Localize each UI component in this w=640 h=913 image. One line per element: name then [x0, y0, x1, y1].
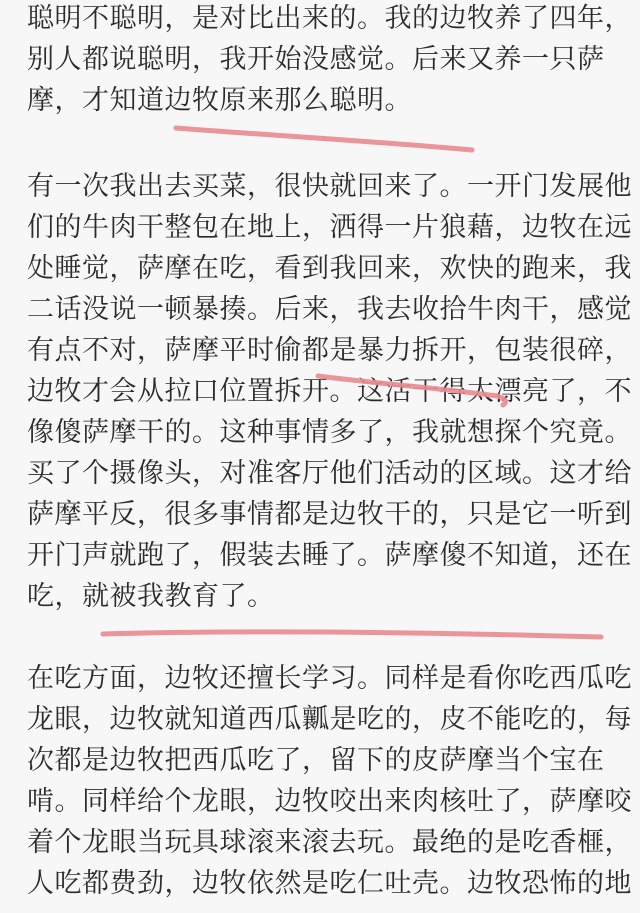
text-line: 啃。同样给个龙眼，边牧咬出来肉核吐了，萨摩咬: [27, 786, 632, 817]
paragraph-2: [27, 166, 632, 617]
text-line: 龙眼，边牧就知道西瓜瓤是吃的，皮不能吃的，每: [27, 704, 632, 735]
text-line: 着个龙眼当玩具球滚来滚去玩。最绝的是吃香榧，: [27, 827, 632, 858]
text-line: 人吃都费劲，边牧依然是吃仁吐壳。边牧恐怖的地: [27, 868, 632, 899]
text-line: 在吃方面，边牧还擅长学习。同样是看你吃西瓜吃: [27, 663, 632, 694]
text-line: 二话没说一顿暴揍。后来，我去收拾牛肉干，感觉: [27, 294, 632, 325]
text-line: 们的牛肉干整包在地上，洒得一片狼藉，边牧在远: [27, 212, 632, 243]
text-line: 处睡觉，萨摩在吃，看到我回来，欢快的跑来，我: [27, 253, 632, 284]
text-line: 边牧才会从拉口位置拆开。这活干得太漂亮了，不: [27, 376, 632, 407]
paragraph-3: [27, 658, 632, 904]
text-line: 摩，才知道边牧原来那么聪明。: [27, 85, 412, 116]
highlight-stroke-3: [103, 632, 601, 637]
text-line: 聪明不聪明，是对比出来的。我的边牧养了四年，: [27, 3, 632, 34]
text-line: 次都是边牧把西瓜吃了，留下的皮萨摩当个宝在: [27, 745, 605, 776]
text-line: 像傻萨摩干的。这种事情多了，我就想探个究竟。: [27, 417, 632, 448]
text-line: 有点不对，萨摩平时偷都是暴力拆开，包装很碎，: [27, 335, 632, 366]
text-line: 开门声就跑了，假装去睡了。萨摩傻不知道，还在: [27, 540, 632, 571]
text-line: 别人都说聪明，我开始没感觉。后来又养一只萨: [27, 44, 605, 75]
text-line: 萨摩平反，很多事情都是边牧干的，只是它一听到: [27, 499, 632, 530]
text-line: 有一次我出去买菜，很快就回来了。一开门发展他: [27, 171, 632, 202]
highlight-stroke-1: [176, 128, 472, 150]
text-line: 买了个摄像头，对准客厅他们活动的区域。这才给: [27, 458, 632, 489]
paragraph-1: [27, 0, 632, 121]
text-line: 吃，就被我教育了。: [27, 581, 275, 612]
